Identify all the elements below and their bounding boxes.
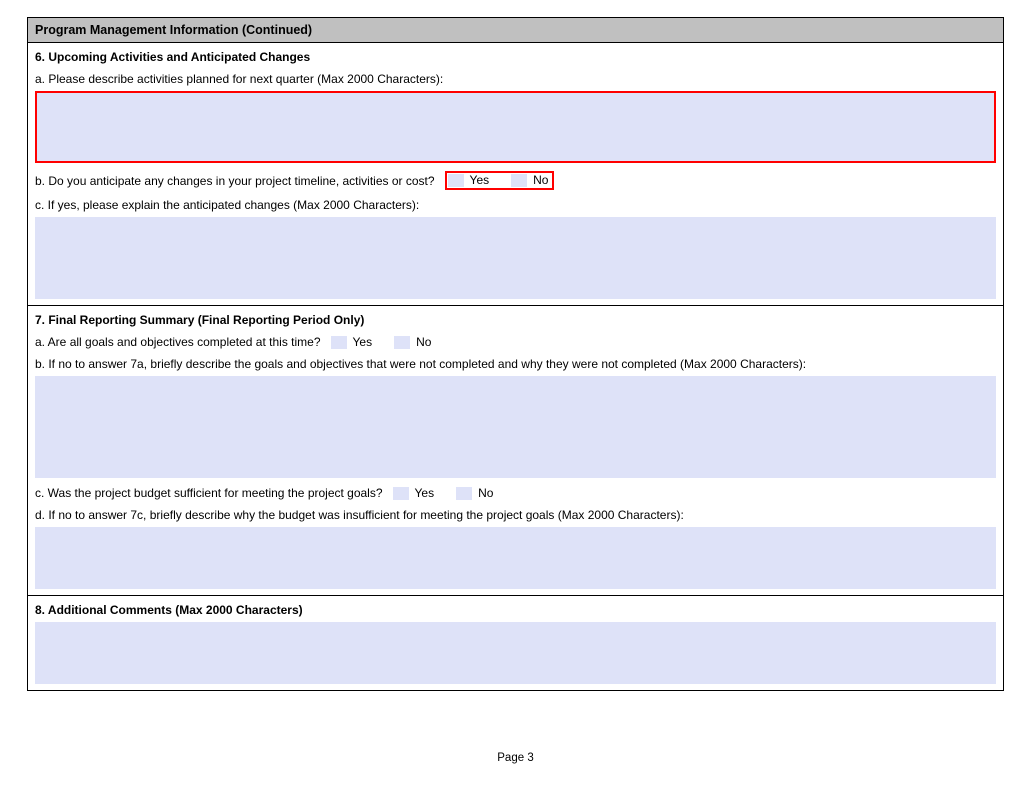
question-6c-label: c. If yes, please explain the anticipated changes (Max 2000 Characters): xyxy=(35,198,420,212)
question-7c-yes-label: Yes xyxy=(414,485,435,500)
question-7a-yes-checkbox[interactable] xyxy=(331,336,347,349)
question-7b-textarea[interactable] xyxy=(35,376,996,478)
question-7d-textarea[interactable] xyxy=(35,527,996,589)
section-7 xyxy=(28,306,1003,596)
section-6-title: 6. Upcoming Activities and Anticipated Changes xyxy=(35,50,311,64)
question-7c-choices xyxy=(393,487,494,500)
question-7a-row xyxy=(28,327,1003,349)
question-6b-no-label: No xyxy=(533,173,549,187)
question-7d-label: d. If no to answer 7c, briefly describe why the budget was insufficient for meeting the project goals (Max 2000 Characters): xyxy=(35,508,684,522)
question-7a-label: a. Are all goals and objectives completed at this time? xyxy=(35,335,321,349)
section-8 xyxy=(28,596,1003,690)
section-7-title: 7. Final Reporting Summary (Final Reporting Period Only) xyxy=(35,313,365,327)
section-header-bar: Program Management Information (Continued) xyxy=(28,18,1003,43)
question-7c-yes-checkbox[interactable] xyxy=(393,487,409,500)
question-7c-row xyxy=(28,478,1003,500)
question-6b-row xyxy=(28,163,1003,190)
page-footer xyxy=(0,752,1031,764)
question-7b-label: b. If no to answer 7a, briefly describe the goals and objectives that were not completed and why they were not completed (Max 2000 Characters): xyxy=(35,357,807,371)
section-8-textarea[interactable] xyxy=(35,622,996,684)
question-6a-textarea[interactable] xyxy=(35,91,996,163)
question-7a-choices xyxy=(331,336,432,349)
page-number: Page 3 xyxy=(497,752,534,764)
question-6b-no-checkbox[interactable] xyxy=(511,174,527,187)
section-6 xyxy=(28,43,1003,306)
section-8-title: 8. Additional Comments (Max 2000 Characters) xyxy=(35,603,303,617)
question-7a-no-label: No xyxy=(416,334,432,349)
question-7c-label: c. Was the project budget sufficient for meeting the project goals? xyxy=(35,486,383,500)
form-container xyxy=(27,17,1004,691)
question-6a-label: a. Please describe activities planned for next quarter (Max 2000 Characters): xyxy=(35,72,444,86)
question-7a-yes-label: Yes xyxy=(352,334,373,349)
question-7a-no-checkbox[interactable] xyxy=(394,336,410,349)
question-6b-yes-checkbox[interactable] xyxy=(448,174,464,187)
question-7c-no-checkbox[interactable] xyxy=(456,487,472,500)
question-6c-textarea[interactable] xyxy=(35,217,996,299)
question-7c-no-label: No xyxy=(478,485,494,500)
question-6b-label: b. Do you anticipate any changes in your project timeline, activities or cost? xyxy=(35,173,435,188)
question-6b-choices xyxy=(445,171,555,190)
question-6b-yes-label: Yes xyxy=(469,173,490,187)
